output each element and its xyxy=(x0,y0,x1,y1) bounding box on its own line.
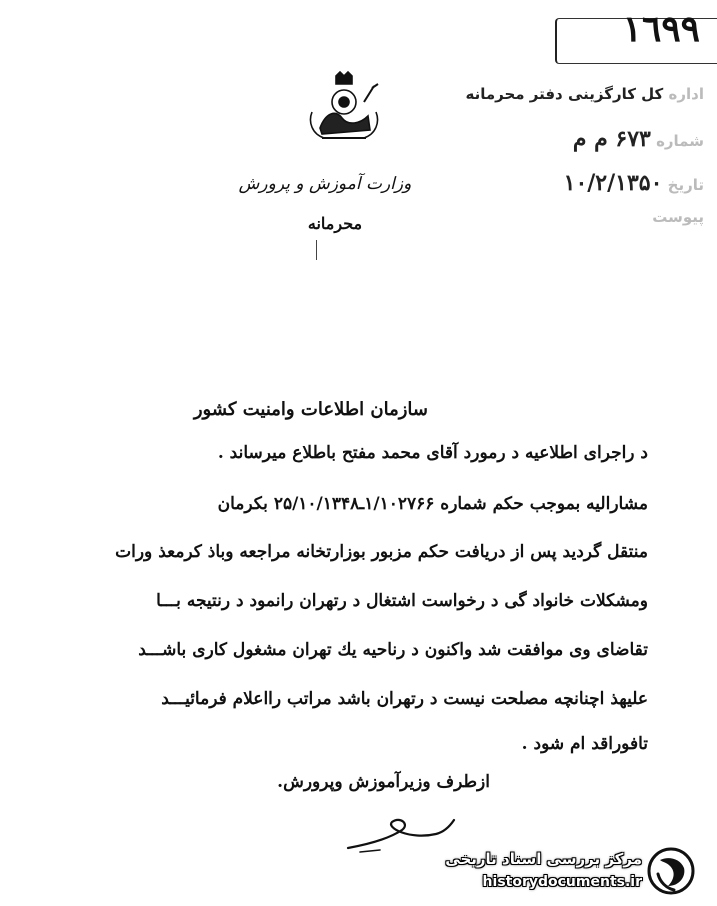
stamp-number-value: ۶۷۳ م م xyxy=(572,126,651,152)
stamp-office-value: کل کارگزینی دفتر محرمانه xyxy=(465,85,664,103)
document-number: ١٦٩٩ xyxy=(622,8,700,50)
lion-and-sun-emblem xyxy=(302,72,386,144)
body-line-1: د راجرای اطلاعیه د رمورد آقای محمد مفتح باطلاع میرساند . xyxy=(217,443,648,463)
stamp-date-line xyxy=(494,170,704,196)
body-line-3: منتقل گردید پس از دریافت حکم مزبور بوزارتخانه مراجعه وباذ کرمعذ ورات xyxy=(115,542,648,562)
body-line-4: ومشکلات خانواد گی د رخواست اشتغال د رتهران رانمود د رنتیجه بـــا xyxy=(156,591,648,611)
classification-label: محرمانه xyxy=(307,214,363,233)
ministry-name: وزارت آموزش و پرورش xyxy=(238,174,412,194)
stamp-number-label: شماره xyxy=(656,132,704,150)
body-line-6: علیهذ اچنانچه مصلحت نیست د رتهران باشد مراتب رااعلام فرمائیـــد xyxy=(161,689,648,709)
stamp-date-label: تاریخ xyxy=(667,176,704,194)
stamp-date-value: ۱۰/۲/۱۳۵۰ xyxy=(563,170,663,196)
stamp-number-line xyxy=(484,126,704,152)
body-line-5: تقاضای وی موافقت شد واکنون د رناحیه یك تهران مشغول کاری باشـــد xyxy=(138,640,648,660)
stamp-enclosure-label: پیوست xyxy=(652,208,704,226)
watermark-url: historydocuments.ir xyxy=(482,874,642,890)
watermark-title: مرکز بررسی اسناد تاریخی xyxy=(445,850,642,868)
archive-logo-icon xyxy=(646,844,696,898)
header-divider xyxy=(316,240,317,260)
addressee: سازمان اطلاعات وامنیت کشور xyxy=(193,399,428,420)
stamp-office-label: اداره xyxy=(668,85,704,103)
body-line-2: مشارالیه بموجب حکم شماره ۱/۱۰۲۷۶۶ـ۲۵/۱۰/۱۳۴۸ بکرمان xyxy=(217,494,648,514)
stamp-office-line xyxy=(404,85,704,105)
signoff-line: ازطرف وزیرآموزش وپرورش. xyxy=(277,772,490,792)
stamp-enclosure-line xyxy=(624,208,704,228)
watermark xyxy=(410,838,700,906)
body-line-7: تافوراقد ام شود . xyxy=(521,734,648,754)
